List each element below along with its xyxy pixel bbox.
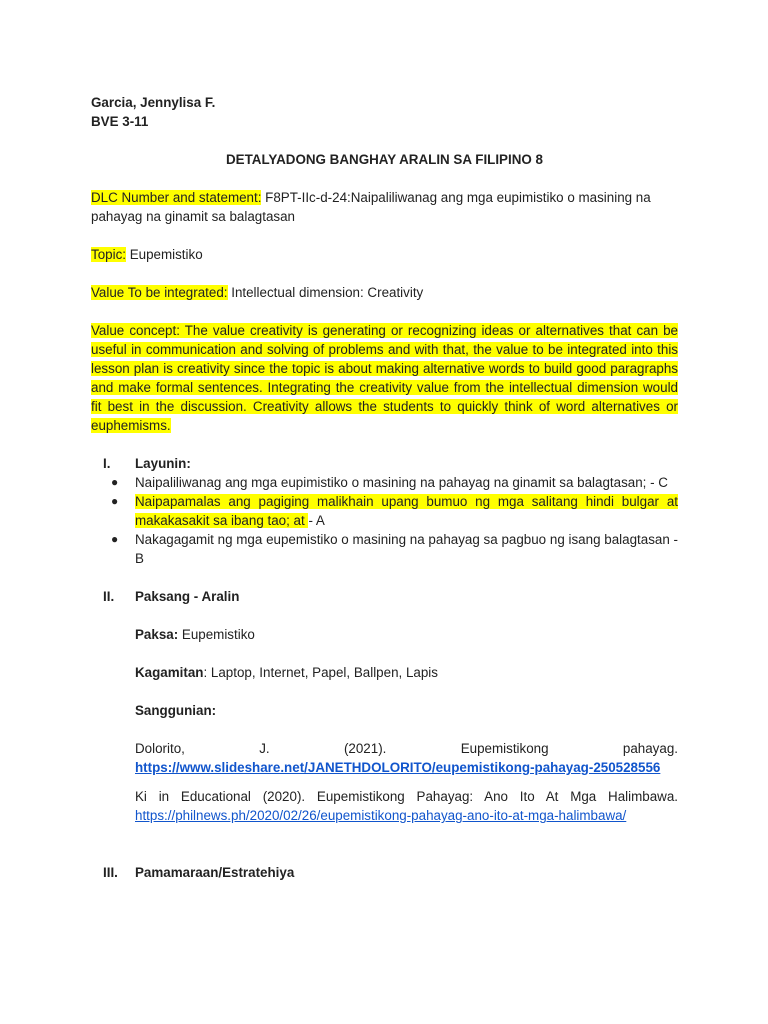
objectives-list xyxy=(91,473,678,568)
list-item: ● Naipaliliwanag ang mga eupimistiko o masining na pahayag na ginamit sa balagtasan; - C xyxy=(111,475,668,490)
section-pamamaraan xyxy=(91,863,678,882)
reference-1-text: Dolorito, J. (2021). Eupemistikong pahayag. xyxy=(135,741,678,756)
value-line xyxy=(91,283,678,302)
section-numeral: I. xyxy=(103,456,111,471)
topic-text: Eupemistiko xyxy=(125,247,203,262)
author-section: BVE 3-11 xyxy=(91,114,149,129)
author-name: Garcia, Jennylisa F. xyxy=(91,95,216,110)
bullet-icon: ● xyxy=(111,475,119,489)
section-title: Pamamaraan/Estratehiya xyxy=(135,865,295,880)
document-title: DETALYADONG BANGHAY ARALIN SA FILIPINO 8 xyxy=(226,152,543,167)
reference-1-link[interactable]: https://www.slideshare.net/JANETHDOLORITO/eupemistikong-pahayag-250528556 xyxy=(135,760,661,775)
reference-2-text: Ki in Educational (2020). Eupemistikong Pahayag: Ano Ito At Mga Halimbawa. xyxy=(135,789,678,804)
topic-line xyxy=(91,245,678,264)
bullet-icon: ● xyxy=(111,494,119,508)
document-body xyxy=(91,93,678,882)
section-numeral: III. xyxy=(103,865,118,880)
value-concept-text: Value concept: The value creativity is generating or recognizing ideas or alternatives that can be useful in communication and solving of problems and with that, the value to be integrated into this lesson plan is creativity since the topic is about making alternative words to build good paragraphs and make formal sentences. Integrating the creativity value from the intellectual dimension would fit best in the discussion. Creativity allows the students to quickly think of word alternatives or euphemisms. xyxy=(91,323,678,433)
value-label: Value To be integrated: xyxy=(91,285,228,300)
reference-2-link-line xyxy=(135,806,678,825)
list-item: ● Nakagagamit ng mga eupemistiko o masining na pahayag sa pagbuo ng isang balagtasan - B xyxy=(111,532,678,566)
paksa-line: Paksa: Eupemistiko xyxy=(135,627,255,642)
reference-2-link[interactable]: https://philnews.ph/2020/02/26/eupemistikong-pahayag-ano-ito-at-mga-halimbawa/ xyxy=(135,808,627,823)
section-numeral: II. xyxy=(103,589,115,604)
section-layunin xyxy=(91,454,678,473)
dlc-text: F8PT-IIc-d-24:Naipaliliwanag ang mga eupimistiko o masining na pahayag na ginamit sa balagtasan xyxy=(91,190,651,224)
topic-label: Topic: xyxy=(91,247,126,262)
bullet-icon: ● xyxy=(111,532,119,546)
value-concept xyxy=(91,321,678,435)
dlc-statement xyxy=(91,188,678,226)
section-title: Paksang - Aralin xyxy=(135,589,240,604)
list-item: ● Naipapamalas ang pagiging malikhain upang bumuo ng mga salitang hindi bulgar at makakasakit sa ibang tao; at - A xyxy=(111,494,678,528)
value-text: Intellectual dimension: Creativity xyxy=(227,285,424,300)
kagamitan-line: Kagamitan: Laptop, Internet, Papel, Ballpen, Lapis xyxy=(135,665,438,680)
reference-1-link-line xyxy=(135,758,678,777)
dlc-label: DLC Number and statement: xyxy=(91,190,262,205)
section-paksang-aralin xyxy=(91,587,678,863)
sanggunian-label: Sanggunian: xyxy=(135,703,217,718)
section-title: Layunin: xyxy=(135,456,191,471)
